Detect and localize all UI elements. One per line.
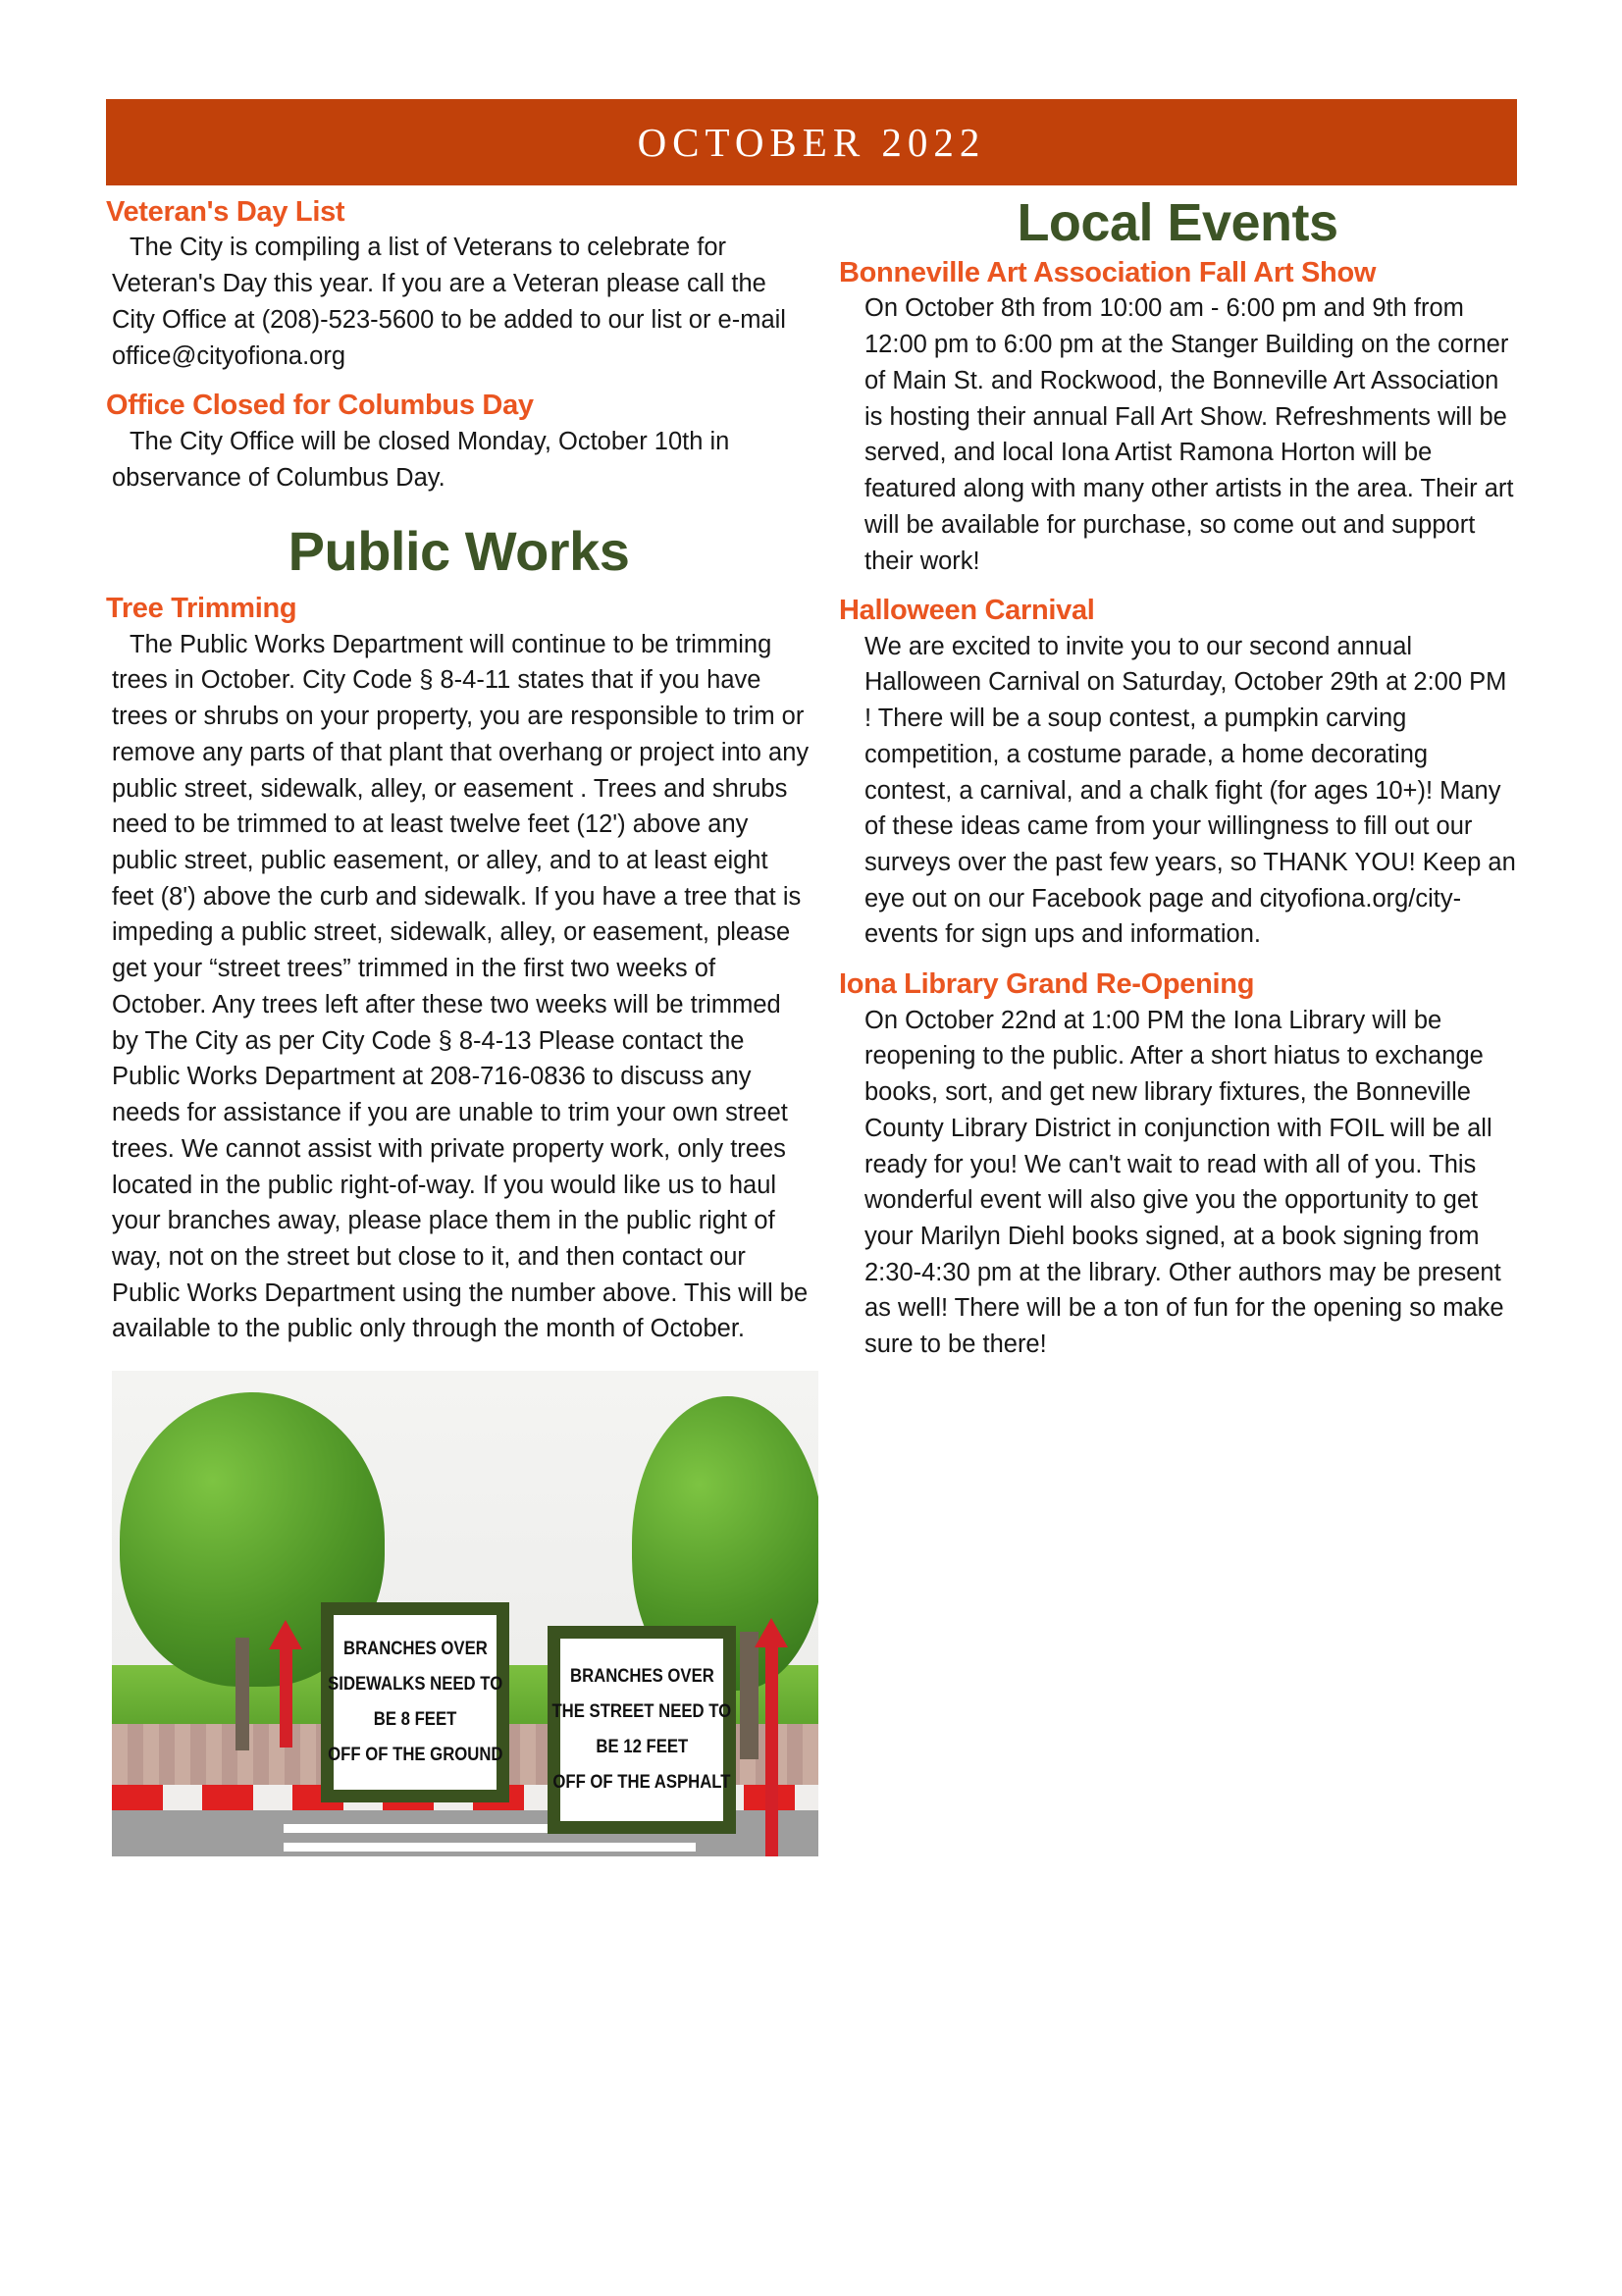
section-heading-iona-library: Iona Library Grand Re-Opening xyxy=(839,968,1255,1001)
up-arrow-icon-sidewalk xyxy=(269,1620,302,1748)
sign-sidewalk-clearance xyxy=(321,1602,509,1802)
section-heading-tree-trimming: Tree Trimming xyxy=(106,593,297,625)
sign-line: OFF OF THE ASPHALT xyxy=(552,1772,731,1794)
arrow-shaft xyxy=(280,1645,292,1748)
newsletter-banner xyxy=(106,99,1517,185)
public-works-title: Public Works xyxy=(288,520,630,583)
sign-line: OFF OF THE GROUND xyxy=(327,1745,503,1766)
section-heading-art-show: Bonneville Art Association Fall Art Show xyxy=(839,257,1377,288)
sign-line: BRANCHES OVER xyxy=(569,1665,714,1687)
left-column xyxy=(0,196,829,1856)
section-heading-veterans-day: Veteran's Day List xyxy=(106,196,345,228)
sign-street-clearance xyxy=(548,1626,736,1834)
section-heading-office-closed: Office Closed for Columbus Day xyxy=(106,390,534,422)
sign-line: BRANCHES OVER xyxy=(342,1638,488,1659)
tree-trimming-illustration xyxy=(112,1371,818,1856)
section-body-halloween-carnival: We are excited to invite you to our second annual Halloween Carnival on Saturday, October 29th at 2:00 PM ! There will be a soup contest, a pumpkin carving competition, a costume parade, a home decorating contest, a carnival, and a chalk fight (for ages 10+)! Many of these ideas came from your willingness to fill out our surveys over the past few years, so THANK YOU! Keep an eye out on our Facebook page and cityofiona.org/city-events for sign ups and information. xyxy=(864,632,1516,949)
right-column xyxy=(829,193,1622,1367)
up-arrow-icon-street xyxy=(755,1618,788,1856)
section-body-tree-trimming: The Public Works Department will continue to be trimming trees in October. City Code § 8-4-11 states that if you have trees or shrubs on your property, you are responsible to trim or remove any parts of that plant that overhang or project into any public street, sidewalk, alley, or easement . Trees and shrubs need to be trimmed to at least twelve feet (12') above any public street, public easement, or alley, and to at least eight feet (8') above the curb and sidewalk. If you have a tree that is impeding a public street, sidewalk, alley, or easement, please get your “street trees” trimmed in the first two weeks of October. Any trees left after these two weeks will be trimmed by The City as per City Code § 8-4-13 Please contact the Public Works Department at 208-716-0836 to discuss any needs for assistance if you are unable to trim your own street trees. We cannot assist with private property work, only trees located in the public right-of-way. If you would like us to haul your branches away, please place them in the public right of way, not on the street but close to it, and then contact our Public Works Department using the number above. This will be available to the public only through the month of October. xyxy=(112,630,810,1343)
arrow-shaft xyxy=(765,1644,778,1856)
sign-line: SIDEWALKS NEED TO xyxy=(327,1674,503,1695)
newsletter-body xyxy=(0,193,1622,1856)
section-body-office-closed: The City Office will be closed Monday, October 10th in observance of Columbus Day. xyxy=(112,427,730,492)
section-heading-halloween-carnival: Halloween Carnival xyxy=(839,595,1095,627)
local-events-title: Local Events xyxy=(1017,193,1338,252)
banner-title: OCTOBER 2022 xyxy=(637,120,986,165)
sign-line: BE 12 FEET xyxy=(596,1737,688,1758)
section-body-iona-library: On October 22nd at 1:00 PM the Iona Library will be reopening to the public. After a short hiatus to exchange books, sort, and get new library fixtures, the Bonneville County Library District in conjunction with FOIL will be all ready for you! We can't wait to read with all of you. This wonderful event will also give you the opportunity to get your Marilyn Diehl books signed, at a book signing from 2:30-4:30 pm at the library. Other authors may be present as well! There will be a ton of fun for the opening so make sure to be there! xyxy=(864,1006,1504,1359)
section-body-art-show: On October 8th from 10:00 am - 6:00 pm and 9th from 12:00 pm to 6:00 pm at the Stanger Building on the corner of Main St. and Rockwood, the Bonneville Art Association is hosting their annual Fall Art Show. Refreshments will be served, and local Iona Artist Ramona Horton will be featured along with many other artists in the area. Their art will be available for purchase, so come out and support their work! xyxy=(864,294,1514,575)
sign-line: THE STREET NEED TO xyxy=(551,1701,732,1722)
tree-trunk xyxy=(235,1638,249,1750)
section-body-veterans-day: The City is compiling a list of Veterans to celebrate for Veteran's Day this year. If you are a Veteran please call the City Office at (208)-523-5600 to be added to our list or e-mail office@cityofiona.org xyxy=(112,234,786,370)
sign-line: BE 8 FEET xyxy=(373,1709,457,1731)
